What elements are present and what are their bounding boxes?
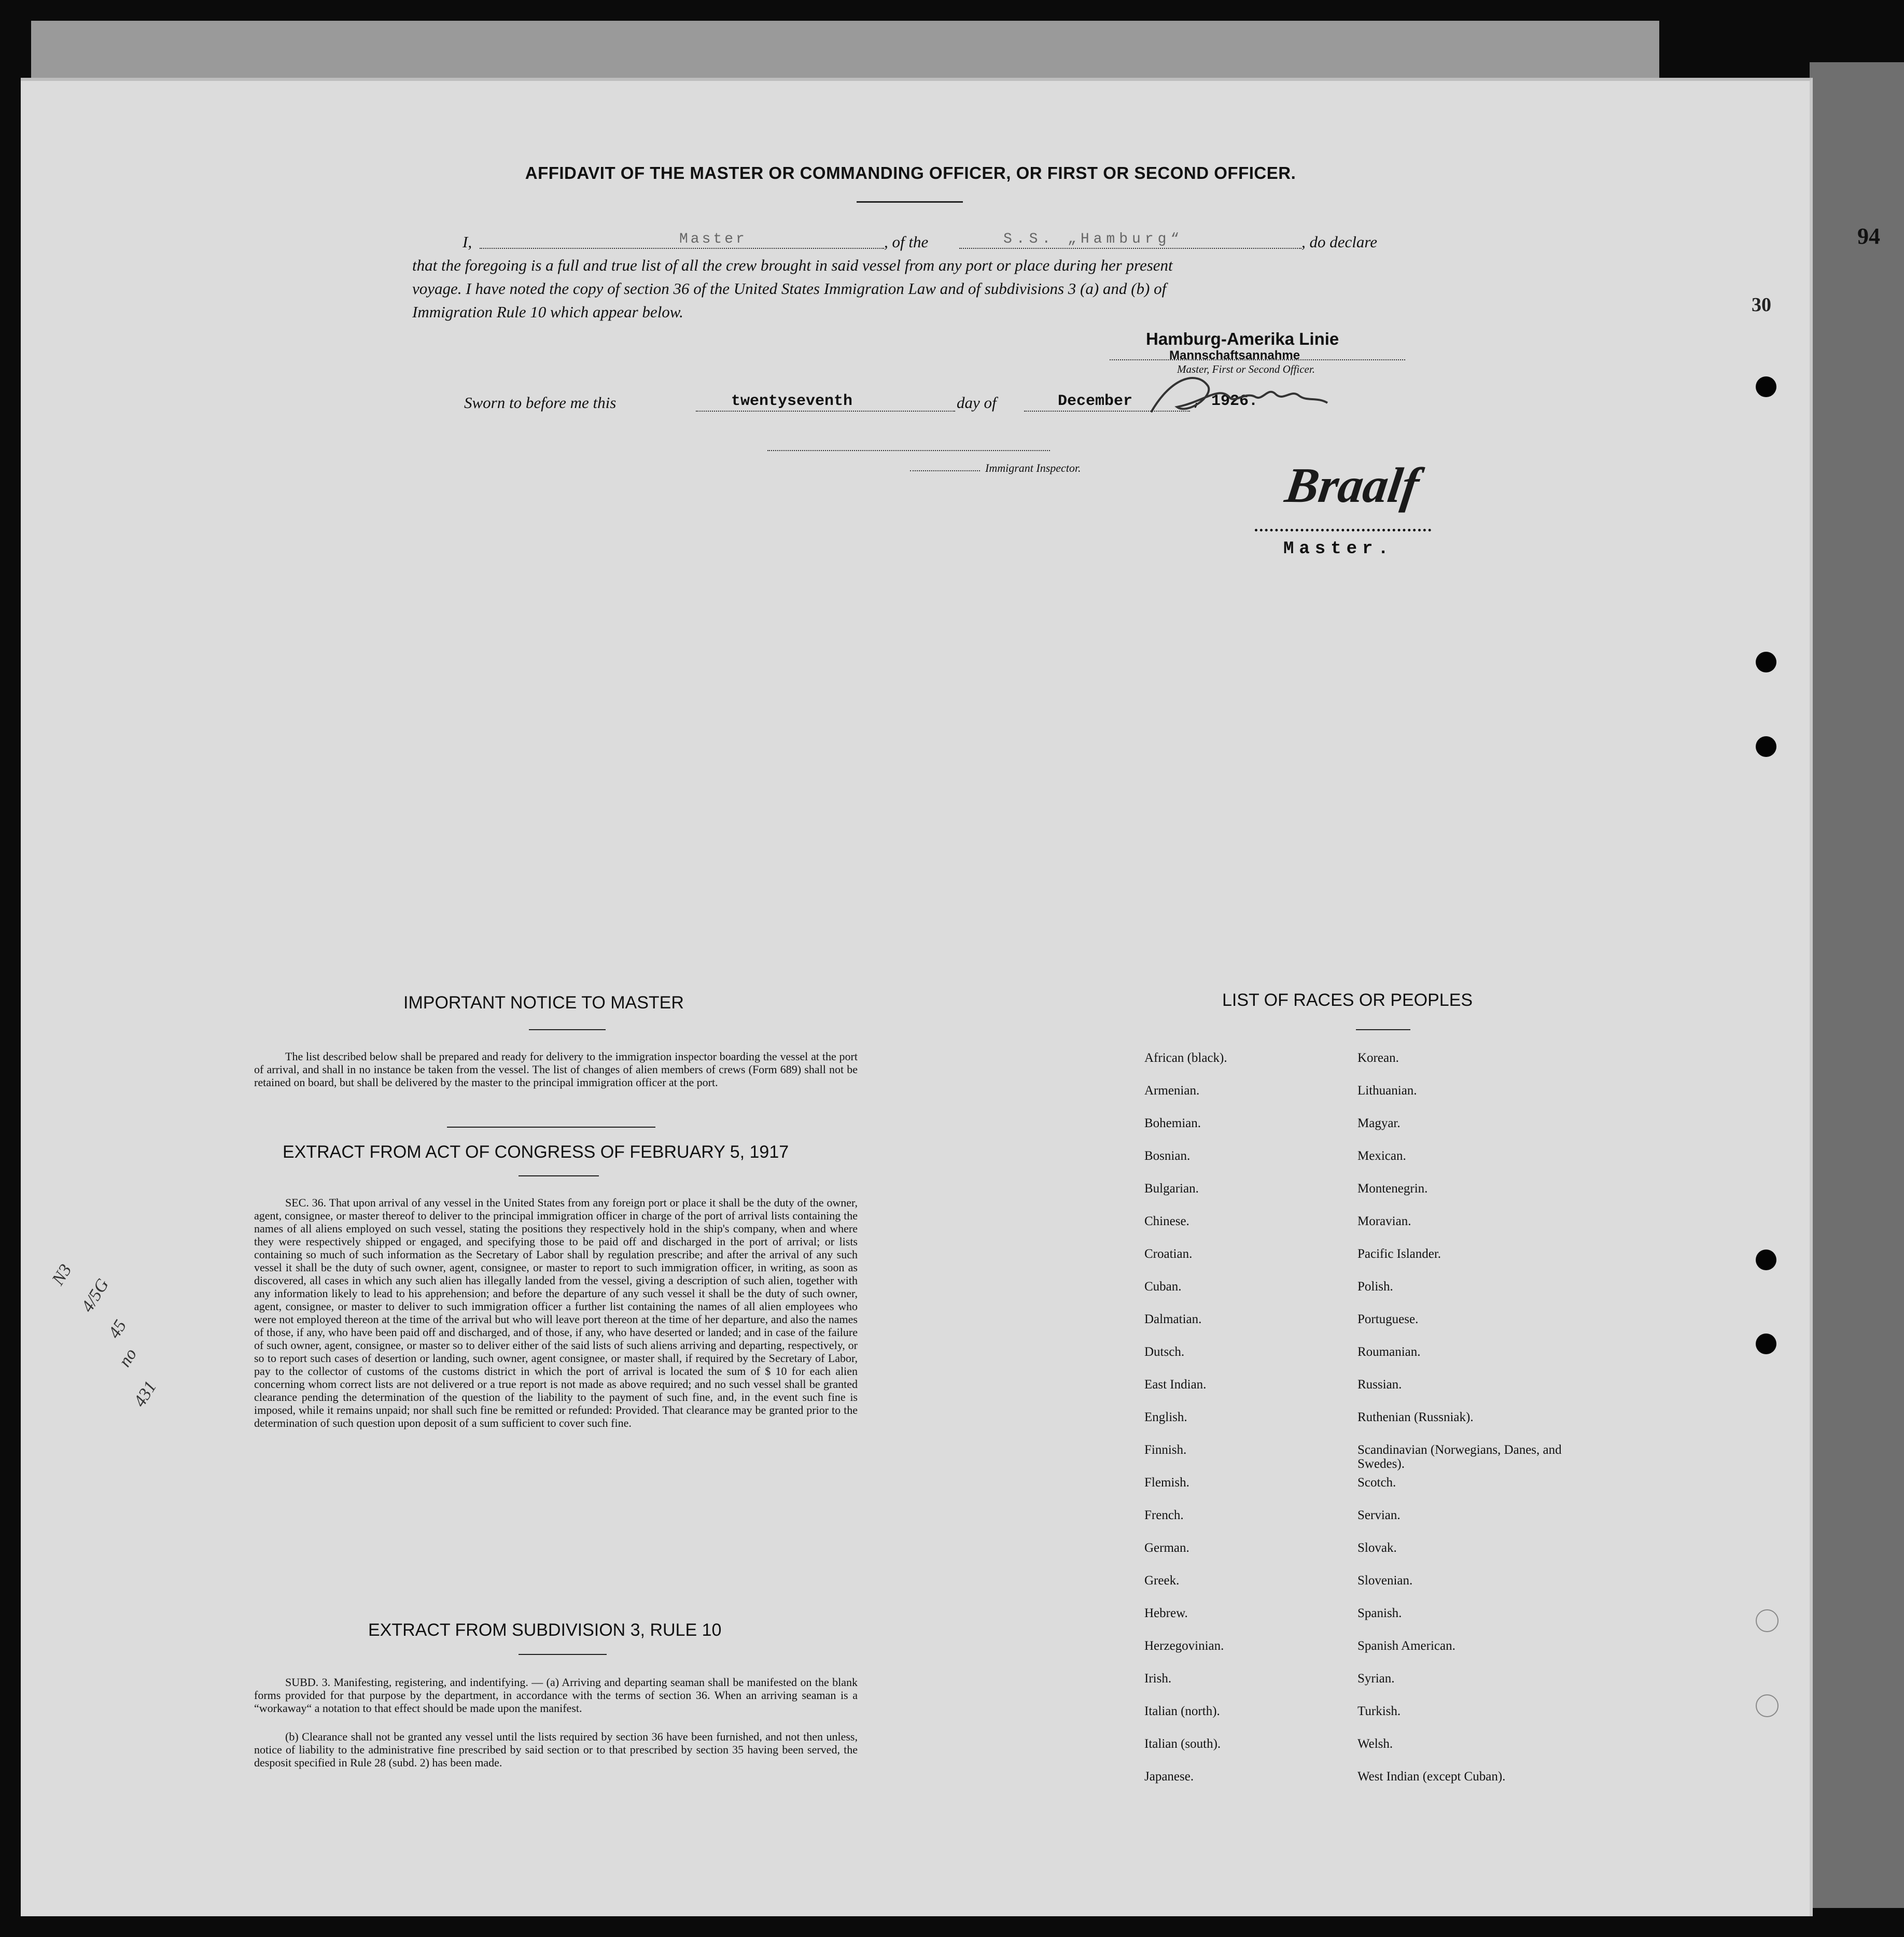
races-title: LIST OF RACES OR PEOPLES	[1222, 990, 1473, 1010]
year-value: , 1926.	[1193, 392, 1258, 410]
rule-para-b: (b) Clearance shall not be granted any vessel until the lists required by section 36 have been furnished, and not then unless, notice of liability to the administrative fine prescribed by said section or to that prescribed by section 35 having been served, the desposit specified in Rule 28 (subd. 2) has been made.	[254, 1730, 858, 1769]
notice-title: IMPORTANT NOTICE TO MASTER	[403, 993, 684, 1013]
declaration-line-4: Immigration Rule 10 which appear below.	[412, 303, 683, 321]
name-line	[480, 248, 884, 249]
act-underline	[519, 1175, 599, 1176]
race-item: Pacific Islander.	[1357, 1247, 1441, 1261]
race-item: East Indian.	[1144, 1378, 1207, 1392]
do-declare-label: , do declare	[1301, 233, 1378, 251]
race-item: Polish.	[1357, 1280, 1393, 1294]
race-item: English.	[1144, 1410, 1187, 1424]
race-item: West Indian (except Cuban).	[1357, 1770, 1506, 1784]
race-item: Italian (north).	[1144, 1704, 1220, 1718]
race-item: Dalmatian.	[1144, 1312, 1202, 1326]
officer-signature	[1141, 366, 1359, 428]
page-number: 94	[1857, 223, 1880, 249]
punch-hole	[1756, 1250, 1776, 1270]
race-item: Greek.	[1144, 1574, 1180, 1588]
race-item: Russian.	[1357, 1378, 1402, 1392]
punch-hole	[1756, 736, 1776, 757]
punch-hole	[1756, 652, 1776, 672]
rule-title: EXTRACT FROM SUBDIVISION 3, RULE 10	[368, 1620, 722, 1640]
act-body: SEC. 36. That upon arrival of any vessel in the United States from any foreign port or place it shall be the duty of the owner, agent, consignee, or master thereof to deliver to the principal immigration officer in charge of the port of arrival lists containing the names of all aliens employed on such vessel, stating the positions they respectively hold in the ship's company, when and where they were respectively shipped or engaged, and specifying those to be paid off and discharged in the port of arrival; or lists containing so much of such information as the Secretary of Labor shall by regulation prescribe; and after the arrival of any such vessel it shall be the duty of such owner, agent, consignee, or master to report to such immigration officer, in writing, as soon as discovered, all cases in which any such alien has illegally landed from the vessel, giving a description of such alien, together with any information likely to lead to his apprehension; and before the departure of any such vessel it shall be the duty of such owner, agent, consignee, or master to deliver to such immigration officer a further list containing the names of all alien employees who were not employed thereon at the time of the arrival but who will leave port thereon at the time of her departure, and also the names of those, if any, who have been paid off and discharged, and of those, if any, who have deserted or landed; and in case of the failure of such owner, agent, consignee, or master so to deliver either of the said lists of such aliens arriving and departing, respectively, or so to report such cases of desertion or landing, such owner, agent consignee, or master shall, if required by the Secretary of Labor, pay to the collector of customs of the customs district in which the port of arrival is located the sum of $ 10 for each alien concerning whom correct lists are not delivered or a true report is not made as above required; and no such vessel shall be granted clearance pending the determination of the question of the liability to the payment of such fine, and, in the event such fine is imposed, while it remains unpaid; nor shall such fine be remitted or refunded: Provided. That clearance may be granted prior to the determination of such question upon deposit of a sum sufficient to cover such fine.	[254, 1196, 858, 1429]
race-item: Ruthenian (Russniak).	[1357, 1410, 1474, 1424]
race-item: Finnish.	[1144, 1443, 1187, 1457]
notice-body: The list described below shall be prepared and ready for delivery to the immigration inspector boarding the vessel at the port of arrival, and shall in no instance be taken from the vessel. The list of changes of alien members of crews (Form 689) shall not be retained on board, but shall be delivered by the master to the principal immigration officer at the port.	[254, 1050, 858, 1089]
race-item: Lithuanian.	[1357, 1084, 1417, 1098]
race-item: Scandinavian (Norwegians, Danes, and Swedes).	[1357, 1443, 1562, 1471]
title-underline	[857, 201, 963, 203]
race-item: Moravian.	[1357, 1214, 1411, 1228]
race-item: Servian.	[1357, 1508, 1401, 1522]
race-item: Herzegovinian.	[1144, 1639, 1224, 1653]
race-item: Bohemian.	[1144, 1116, 1201, 1130]
margin-note: N3	[48, 1261, 76, 1289]
margin-note: 4/5G	[77, 1275, 113, 1316]
margin-note: no	[115, 1345, 141, 1370]
day-value: twentyseventh	[731, 392, 853, 410]
race-item: Dutsch.	[1144, 1345, 1185, 1359]
race-item: Croatian.	[1144, 1247, 1193, 1261]
race-item: Turkish.	[1357, 1704, 1401, 1718]
race-item: Armenian.	[1144, 1084, 1200, 1098]
punch-hole	[1756, 376, 1776, 397]
notice-underline	[529, 1029, 606, 1030]
race-item: Scotch.	[1357, 1476, 1396, 1490]
master-value: Master	[679, 231, 747, 247]
race-item: Slovak.	[1357, 1541, 1397, 1555]
punch-hole	[1756, 1694, 1779, 1717]
rule-underline	[519, 1654, 607, 1655]
declaration-line-2: that the foregoing is a full and true list of all the crew brought in said vessel from any port or place during her present	[412, 256, 1173, 274]
race-item: Italian (south).	[1144, 1737, 1221, 1751]
master-signature: Braalf	[1282, 457, 1423, 513]
race-item: Korean.	[1357, 1051, 1399, 1065]
department-stamp: Mannschaftsannahme	[1169, 348, 1300, 362]
race-item: Bulgarian.	[1144, 1182, 1199, 1196]
race-item: Magyar.	[1357, 1116, 1401, 1130]
race-item: German.	[1144, 1541, 1189, 1555]
race-item: Roumanian.	[1357, 1345, 1421, 1359]
day-of-label: day of	[957, 394, 997, 412]
race-item: Hebrew.	[1144, 1606, 1188, 1620]
scan-margin-strip	[1810, 62, 1904, 1908]
race-item: Welsh.	[1357, 1737, 1393, 1751]
race-item: African (black).	[1144, 1051, 1227, 1065]
sworn-label: Sworn to before me this	[464, 394, 617, 412]
affidavit-title: AFFIDAVIT OF THE MASTER OR COMMANDING OFFICER, OR FIRST OR SECOND OFFICER.	[525, 163, 1296, 183]
races-underline	[1356, 1029, 1410, 1030]
race-item: Chinese.	[1144, 1214, 1189, 1228]
margin-note: 431	[130, 1378, 161, 1411]
race-item: Montenegrin.	[1357, 1182, 1428, 1196]
punch-hole	[1756, 1609, 1779, 1632]
race-item: Flemish.	[1144, 1476, 1189, 1490]
master-caption: Master.	[1283, 539, 1394, 559]
race-item: Bosnian.	[1144, 1149, 1191, 1163]
race-item: Spanish.	[1357, 1606, 1402, 1620]
race-item: Portuguese.	[1357, 1312, 1419, 1326]
day-line	[696, 411, 955, 412]
race-item: Spanish American.	[1357, 1639, 1455, 1653]
rule-para-a: SUBD. 3. Manifesting, registering, and indentifying. — (a) Arriving and departing seaman shall be manifested on the blank forms provided for that purpose by the department, in accordance with the terms of section 36. When an arriving seaman is a “workaway“ a notation to that effect should be made upon the manifest.	[254, 1676, 858, 1715]
notice-divider	[447, 1127, 655, 1128]
inspector-top-line	[767, 450, 1050, 451]
punch-hole	[1756, 1334, 1776, 1354]
race-item: Japanese.	[1144, 1770, 1194, 1784]
company-stamp: Hamburg-Amerika Linie	[1146, 329, 1339, 348]
inspector-line	[910, 470, 980, 471]
vessel-value: S.S. „Hamburg“	[1003, 231, 1184, 247]
signer-line	[1110, 359, 1405, 360]
signer-caption: Master, First or Second Officer.	[1177, 363, 1315, 375]
master-line	[1255, 529, 1431, 531]
race-item: Mexican.	[1357, 1149, 1406, 1163]
i-label: I,	[463, 233, 472, 251]
race-item: Cuban.	[1144, 1280, 1182, 1294]
declaration-line-3: voyage. I have noted the copy of section 36 of the United States Immigration Law and of subdivisions 3 (a) and (b) of	[412, 279, 1167, 298]
race-item: Slovenian.	[1357, 1574, 1413, 1588]
act-title: EXTRACT FROM ACT OF CONGRESS OF FEBRUARY 5, 1917	[283, 1142, 789, 1162]
margin-note: 45	[104, 1316, 131, 1342]
of-the-label: , of the	[884, 233, 929, 251]
race-item: French.	[1144, 1508, 1184, 1522]
race-item: Syrian.	[1357, 1672, 1395, 1686]
month-value: December	[1058, 392, 1133, 410]
inspector-caption: Immigrant Inspector.	[985, 461, 1081, 474]
race-item: Irish.	[1144, 1672, 1172, 1686]
vessel-line	[959, 248, 1301, 249]
page-number-right: 30	[1752, 294, 1771, 316]
